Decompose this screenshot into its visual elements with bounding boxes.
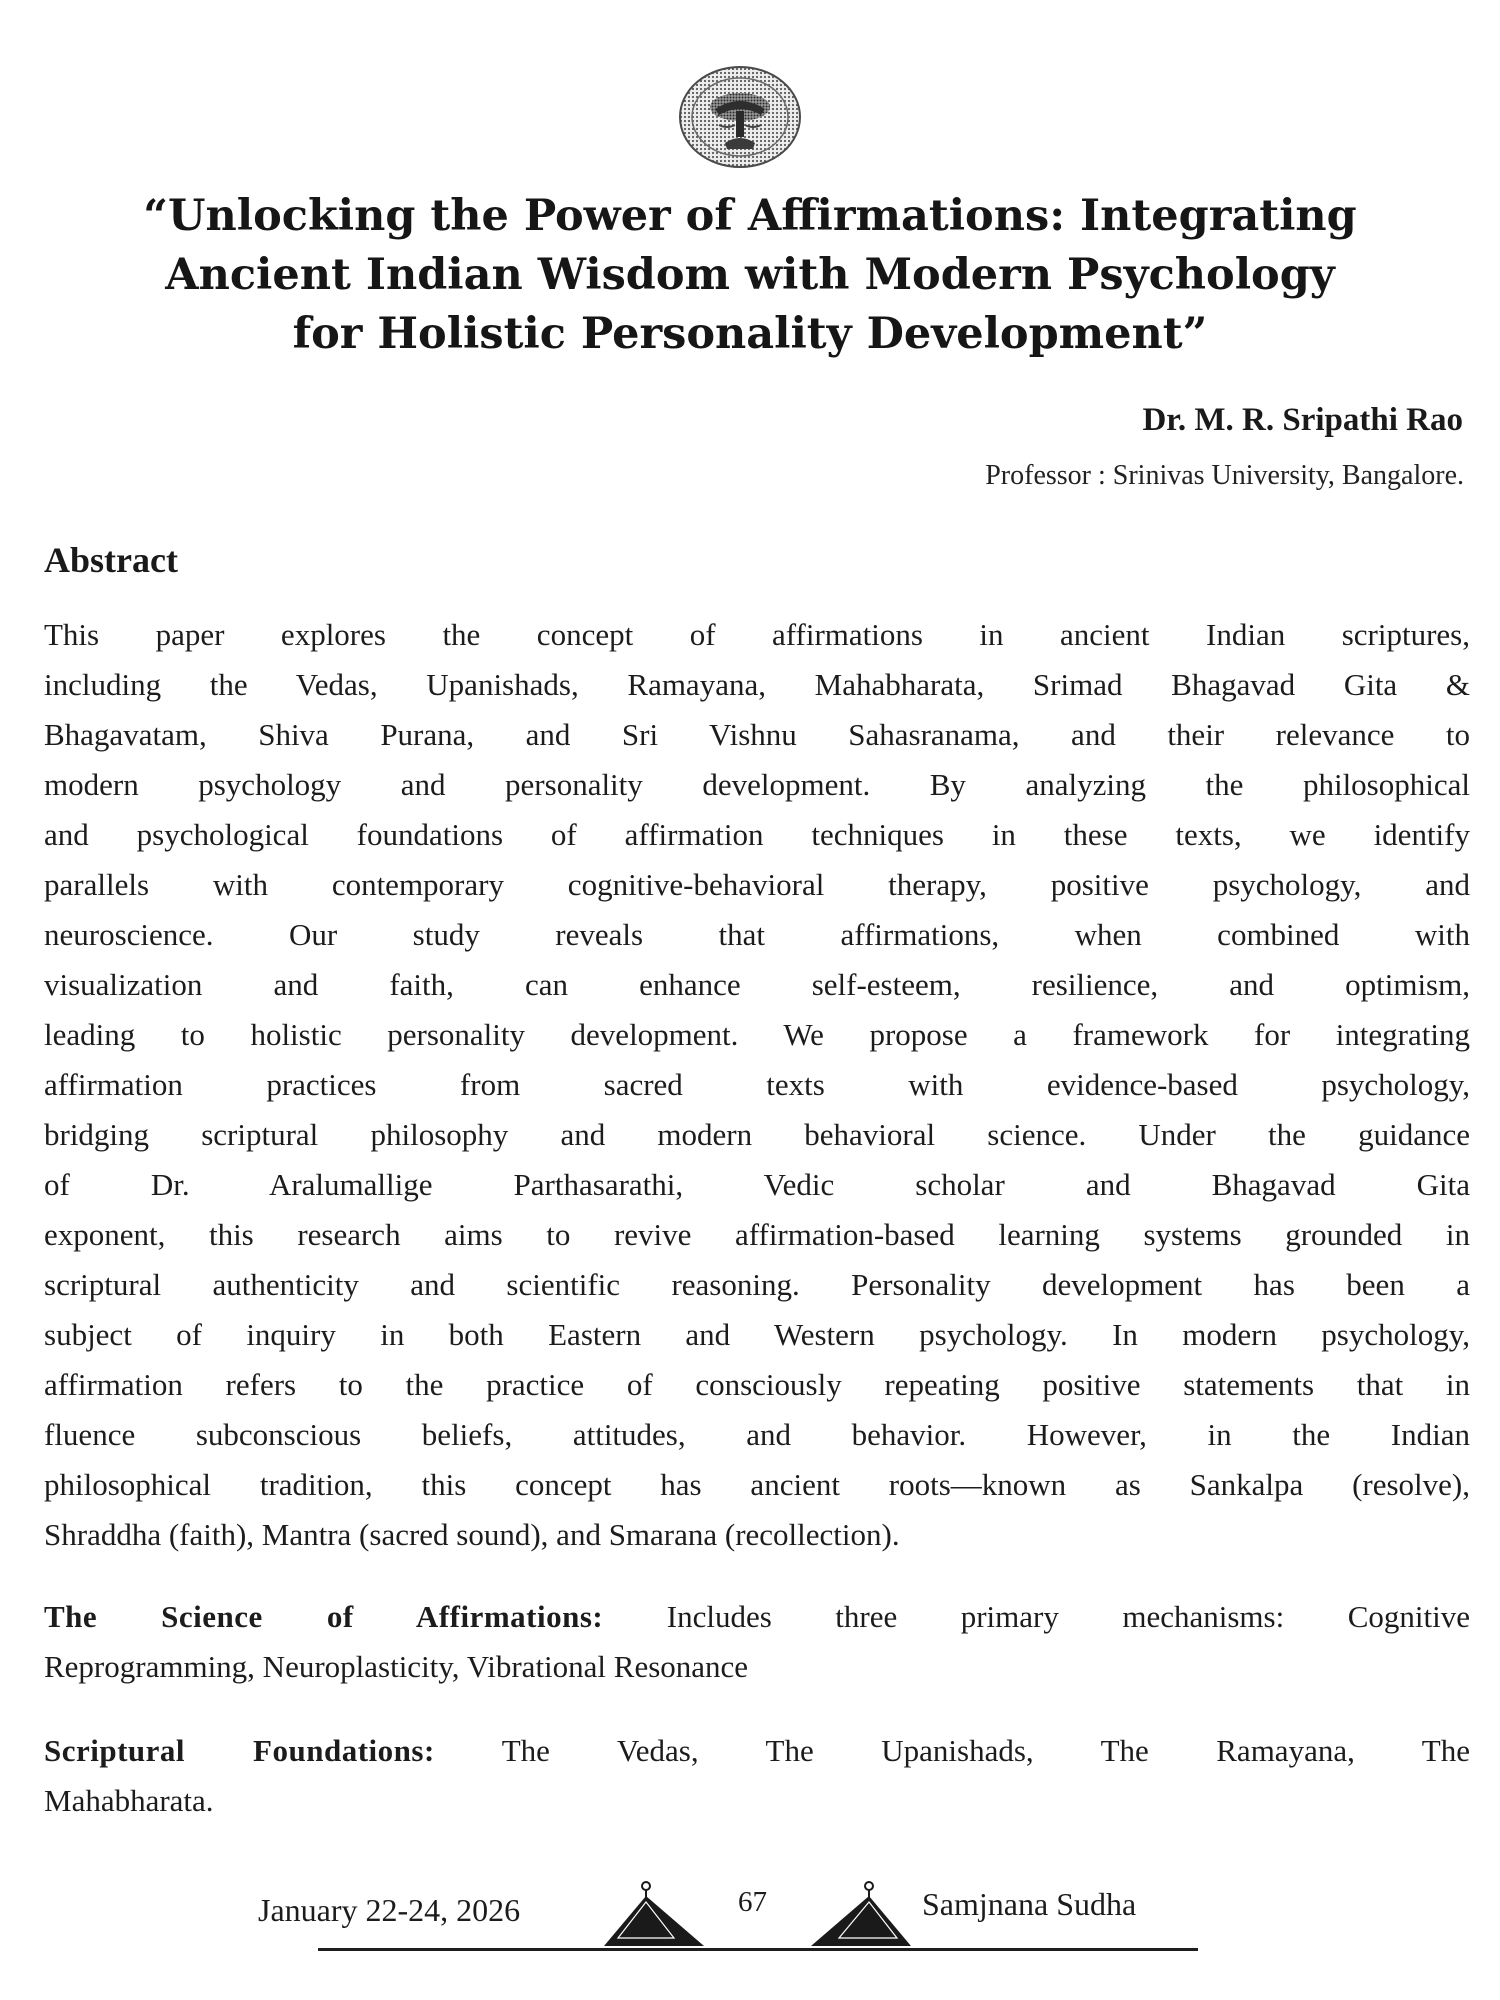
triangle-ornament-icon: [598, 1880, 710, 1950]
author-affiliation: Professor : Srinivas University, Bangalore.: [985, 460, 1464, 491]
abstract-line: and psychological foundations of affirmation techniques in these texts, we identify: [44, 817, 1470, 852]
journal-name: Samjnana Sudha: [922, 1886, 1137, 1922]
abstract-heading: Abstract: [44, 540, 178, 580]
section-line: Mahabharata.: [44, 1783, 214, 1818]
abstract-line: of Dr. Aralumallige Parthasarathi, Vedic scholar and Bhagavad Gita: [44, 1167, 1470, 1202]
footer-divider: [318, 1948, 1198, 1951]
triangle-ornament-icon: [805, 1880, 917, 1950]
paper-title-line: “Unlocking the Power of Affirmations: Integrating: [143, 191, 1357, 241]
section-line: [44, 1726, 1470, 1776]
section-line: [44, 1592, 1470, 1642]
author-name: Dr. M. R. Sripathi Rao: [1142, 402, 1463, 438]
abstract-text: [44, 610, 1470, 1560]
paper-title-line: Ancient Indian Wisdom with Modern Psychology: [165, 250, 1335, 300]
section-label: Scriptural Foundations:: [44, 1733, 435, 1768]
abstract-line: including the Vedas, Upanishads, Ramayana, Mahabharata, Srimad Bhagavad Gita &: [44, 667, 1470, 702]
abstract-line: bridging scriptural philosophy and modern behavioral science. Under the guidance: [44, 1117, 1470, 1152]
abstract-line: parallels with contemporary cognitive-behavioral therapy, positive psychology, and: [44, 867, 1470, 902]
section-label: The Science of Affirmations:: [44, 1599, 604, 1634]
page-footer: [0, 1880, 1500, 1980]
abstract-line: leading to holistic personality development. We propose a framework for integrating: [44, 1017, 1470, 1052]
abstract-line: Bhagavatam, Shiva Purana, and Sri Vishnu Sahasranama, and their relevance to: [44, 717, 1470, 752]
abstract-line: neuroscience. Our study reveals that affirmations, when combined with: [44, 917, 1470, 952]
paper-title-line: for Holistic Personality Development”: [292, 309, 1208, 359]
circular-emblem-icon: [675, 63, 805, 171]
section-line: Reprogramming, Neuroplasticity, Vibrational Resonance: [44, 1649, 749, 1684]
abstract-line: subject of inquiry in both Eastern and Western psychology. In modern psychology,: [44, 1317, 1470, 1352]
abstract-line: modern psychology and personality development. By analyzing the philosophical: [44, 767, 1470, 802]
paper-title: [40, 187, 1460, 364]
abstract-line: affirmation practices from sacred texts with evidence-based psychology,: [44, 1067, 1470, 1102]
abstract-line: visualization and faith, can enhance self-esteem, resilience, and optimism,: [44, 967, 1470, 1002]
section-text: The Vedas, The Upanishads, The Ramayana, The: [501, 1733, 1470, 1768]
abstract-line: This paper explores the concept of affirmations in ancient Indian scriptures,: [44, 617, 1470, 652]
abstract-line: scriptural authenticity and scientific reasoning. Personality development has been a: [44, 1267, 1470, 1302]
science-of-affirmations-section: [44, 1592, 1470, 1692]
footer-date: January 22-24, 2026: [258, 1892, 521, 1928]
scriptural-foundations-section: [44, 1726, 1470, 1826]
page-number: 67: [738, 1886, 767, 1918]
abstract-line: philosophical tradition, this concept has ancient roots—known as Sankalpa (resolve),: [44, 1467, 1470, 1502]
abstract-line: exponent, this research aims to revive affirmation-based learning systems grounded in: [44, 1217, 1470, 1252]
section-text: Includes three primary mechanisms: Cognitive: [666, 1599, 1470, 1634]
abstract-line: affirmation refers to the practice of consciously repeating positive statements that in: [44, 1367, 1470, 1402]
abstract-line: Shraddha (faith), Mantra (sacred sound), and Smarana (recollection).: [44, 1517, 900, 1552]
abstract-line: fluence subconscious beliefs, attitudes, and behavior. However, in the Indian: [44, 1417, 1470, 1452]
